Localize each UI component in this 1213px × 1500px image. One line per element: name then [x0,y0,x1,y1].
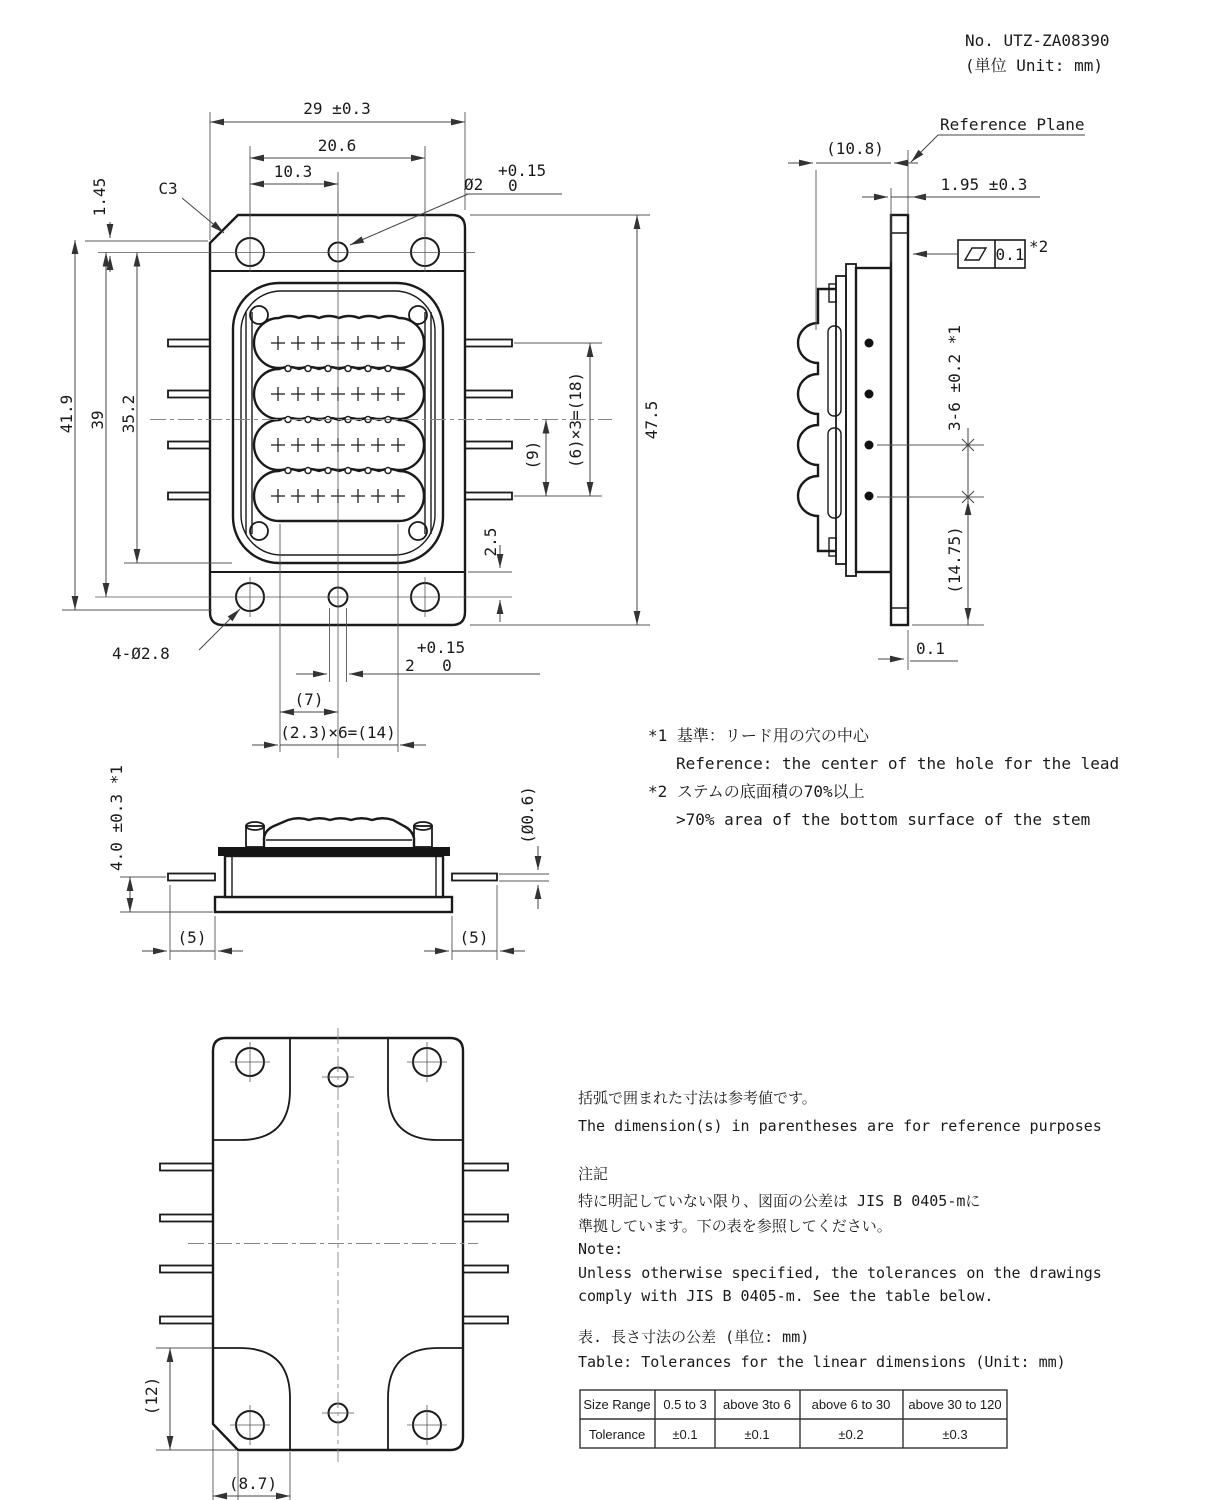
side-view [788,115,1085,670]
dim-lead-rows: 3-6 ±0.2 *1 [945,325,964,431]
dim-hole-pitch-v: 39 [88,410,107,430]
note-paren-en: The dimension(s) in parentheses are for reference purposes [578,1117,1102,1135]
table-header-range-2: above 3to 6 [723,1397,791,1412]
dim-emitter-pitch: (2.3)×6=(14) [280,723,396,742]
note-jp-2: 準拠しています。下の表を参照してください。 [578,1217,892,1235]
dim-height-outer: 41.9 [57,394,76,434]
dim-front-width: 29 ±0.3 [303,99,371,118]
dim-lead-right: (5) [459,928,489,947]
flatness-icon [965,248,986,260]
dim-depth: (10.8) [826,139,884,158]
dim-slot-tol-upper: +0.15 [416,638,466,657]
dim-corner-height: (12) [142,1376,161,1416]
footnote-1-en: Reference: the center of the hole for the lead [676,754,1120,773]
dim-flange-offset: 2.5 [481,527,500,557]
footnotes [648,726,1119,829]
footnote-2-jp: *2 ステムの底面積の70%以上 [648,782,865,801]
dim-center-hole-tol-upper: +0.15 [498,161,547,180]
dim-lead-left: (5) [177,928,207,947]
table-title-jp: 表. 長さ寸法の公差 (単位: mm) [578,1328,810,1346]
tolerance-table [578,1328,1066,1448]
dim-corner-holes: 4-Ø2.8 [112,644,170,663]
table-header-range-3: above 6 to 30 [811,1397,891,1412]
dim-chamfer: C3 [158,179,178,198]
table-header-range-1: 0.5 to 3 [663,1397,707,1412]
note-header-jp: 注記 [578,1165,609,1183]
side-body-block [856,268,891,572]
notes-block [578,1089,1102,1305]
dim-center-hole-tol-lower: 0 [508,176,518,195]
table-cell-tol-2: ±0.1 [744,1427,770,1442]
dim-lead-dia: (Ø0.6) [518,786,537,844]
dim-edge-height: 4.0 ±0.3 *1 [107,765,126,871]
dim-lead-center: (9) [523,440,542,470]
bottom-view [142,1028,508,1500]
dim-center-hole-dia: Ø2 [464,175,484,194]
dim-bottom-gap: 0.1 [916,639,945,658]
doc-number: No. UTZ-ZA08390 [965,31,1110,50]
label-reference-plane: Reference Plane [940,115,1085,134]
table-cell-tol-3: ±0.2 [838,1427,864,1442]
dim-slot-tol-lower: 0 [442,656,452,675]
dim-hole-span: 20.6 [317,136,357,155]
footnote-2-en: >70% area of the bottom surface of the stem [676,810,1091,829]
note-paren-jp: 括弧で囲まれた寸法は参考値です。 [578,1089,817,1107]
side-flange-plate [891,215,908,625]
dim-edge-offset: 1.45 [90,177,109,217]
table-cell-tolerance-label: Tolerance [588,1427,646,1442]
note-en-1: Unless otherwise specified, the tolerances on the drawings [578,1264,1102,1282]
flatness-frame [913,237,1048,268]
dim-chamfer-width: (8.7) [228,1474,278,1493]
dim-hole-to-center: 10.3 [273,162,313,181]
table-cell-tol-1: ±0.1 [672,1427,698,1442]
table-header-size-range: Size Range [583,1397,651,1412]
edge-view [107,765,549,960]
flatness-ref: *2 [1029,237,1049,256]
edge-cap-profile [264,818,414,847]
title-block [965,31,1110,75]
side-lens-profile [798,289,836,551]
table-cell-tol-4: ±0.3 [942,1427,968,1442]
note-en-2: comply with JIS B 0405-m. See the table below. [578,1287,994,1305]
dim-body-height: 35.2 [119,394,138,434]
table-title-en: Table: Tolerances for the linear dimensions (Unit: mm) [578,1353,1066,1371]
dim-overall-height: 47.5 [642,400,661,440]
table-header-range-4: above 30 to 120 [908,1397,1002,1412]
front-view [57,99,661,758]
note-jp-1: 特に明記していない限り、図面の公差は JIS B 0405-mに [578,1192,981,1210]
dim-flange-thickness: 1.95 ±0.3 [940,175,1028,194]
dim-lead-to-bottom: (14.75) [945,526,964,594]
unit-note: (単位 Unit: mm) [965,56,1103,75]
dim-center-offset: (7) [294,690,324,709]
dim-lead-pitch: (6)×3=(18) [566,371,585,469]
flatness-value: 0.1 [995,245,1025,264]
footnote-1-jp: *1 基準：リード用の穴の中心 [648,726,869,745]
dim-slot: 2 [405,656,415,675]
note-header-en: Note: [578,1240,624,1258]
